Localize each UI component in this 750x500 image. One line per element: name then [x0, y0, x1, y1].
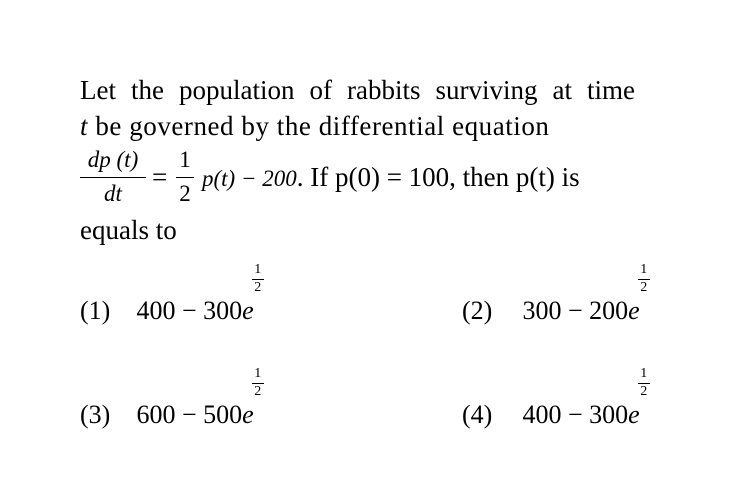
- option-number: (1): [80, 296, 111, 325]
- initial-condition-text: . If p(0) = 100, then p(t) is: [296, 162, 580, 192]
- option-coefficients: 600 − 500: [136, 400, 243, 429]
- exponent-numerator: 1: [640, 366, 648, 381]
- exponent-fraction: [638, 263, 650, 295]
- question-line-1: Let the population of rabbits surviving at time: [80, 75, 635, 105]
- derivative-fraction-bar: [80, 177, 146, 178]
- question-line-2: [80, 108, 635, 144]
- exponent-fraction: [252, 263, 264, 295]
- half-fraction-bar: [176, 177, 194, 178]
- option-1[interactable]: [80, 262, 262, 325]
- option-4[interactable]: [462, 366, 648, 429]
- exponential-base: e: [628, 296, 640, 325]
- derivative-fraction: [80, 148, 146, 206]
- exponent-denominator: 2: [640, 384, 648, 399]
- exponent-denominator: 2: [254, 384, 262, 399]
- question-line-4: equals to: [80, 215, 177, 245]
- option-number: (3): [80, 400, 111, 429]
- derivative-denominator: dt: [104, 181, 122, 206]
- option-coefficients: 400 − 300: [136, 296, 243, 325]
- option-expression: [136, 366, 262, 429]
- half-denominator: 2: [179, 181, 191, 206]
- option-expression: [136, 262, 262, 325]
- option-3[interactable]: [80, 366, 262, 429]
- time-variable: t: [80, 111, 89, 141]
- equation-rhs-expression: p(t) − 200: [202, 166, 297, 191]
- exponent-fraction: [252, 367, 264, 399]
- exponential-base: e: [242, 296, 254, 325]
- half-numerator: 1: [179, 147, 191, 172]
- exponential-base: e: [242, 400, 254, 429]
- option-number: (4): [462, 400, 493, 429]
- option-coefficients: 300 − 200: [522, 296, 629, 325]
- option-2[interactable]: [462, 262, 648, 325]
- option-number: (2): [462, 296, 493, 325]
- half-fraction: [176, 148, 194, 206]
- differential-equation-line: [80, 144, 635, 212]
- exponent-numerator: 1: [254, 366, 262, 381]
- equation-rhs: [202, 164, 580, 192]
- question-text: [80, 72, 635, 248]
- exponent-denominator: 2: [640, 280, 648, 295]
- option-coefficients: 400 − 300: [522, 400, 629, 429]
- question-line-2-text: be governed by the differential equation: [88, 111, 550, 141]
- exponent-denominator: 2: [254, 280, 262, 295]
- exponent-fraction: [638, 367, 650, 399]
- equals-sign: =: [152, 162, 168, 192]
- exponent-numerator: 1: [640, 262, 648, 277]
- exponent-numerator: 1: [254, 262, 262, 277]
- option-expression: [522, 366, 648, 429]
- derivative-numerator: dp (t): [87, 147, 139, 172]
- exponential-base: e: [628, 400, 640, 429]
- option-expression: [522, 262, 648, 325]
